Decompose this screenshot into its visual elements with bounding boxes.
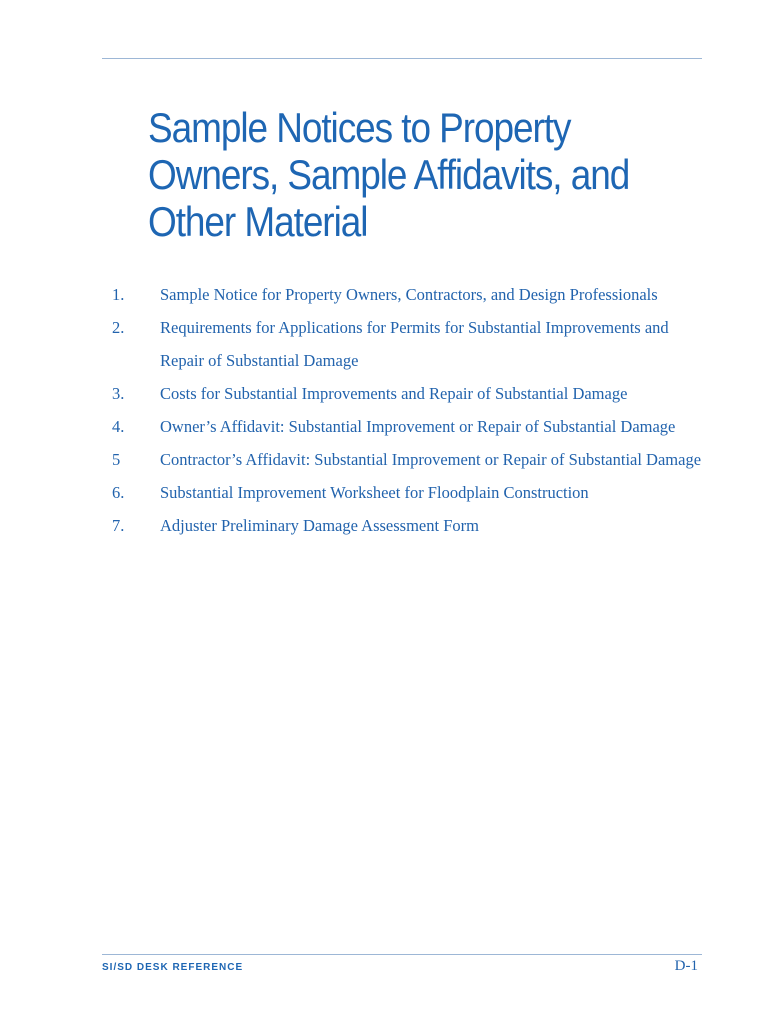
list-item [112,311,762,377]
footer-publication-name: SI/SD DESK REFERENCE [102,962,244,973]
item-text-line: Requirements for Applications for Permits for Substantial Improvements and [160,318,669,337]
item-text [160,278,658,311]
item-text [160,476,589,509]
item-text-line: Adjuster Preliminary Damage Assessment Form [160,516,479,535]
item-text [160,443,701,476]
item-text-line: Contractor’s Affidavit: Substantial Improvement or Repair of Substantial Damage [160,450,702,469]
list-item [112,509,762,542]
item-text-line: Costs for Substantial Improvements and Repair of Substantial Damage [160,384,628,403]
item-text-line: Sample Notice for Property Owners, Contractors, and Design Professionals [160,285,658,304]
item-text-line: Repair of Substantial Damage [160,351,359,370]
contents-list [112,278,762,542]
page-title-line: Owners, Sample Affidavits, and [148,151,630,198]
item-number: 4. [112,417,125,436]
item-text [160,311,669,377]
item-number: 6. [112,483,125,502]
item-number: 2. [112,318,125,337]
list-item [112,476,762,509]
item-text [160,410,675,443]
page-number: D-1 [674,958,698,974]
item-text [160,377,627,410]
list-item [112,443,762,476]
item-text-line: Substantial Improvement Worksheet for Floodplain Construction [160,483,589,502]
item-number: 3. [112,384,125,403]
page-title-line: Sample Notices to Property [148,104,571,151]
item-number: 7. [112,516,125,535]
item-number: 1. [112,285,125,304]
footer-rule [102,954,702,955]
header-rule [102,58,702,59]
list-item [112,278,762,311]
item-text [160,509,479,542]
item-text-line: Owner’s Affidavit: Substantial Improvement or Repair of Substantial Damage [160,417,676,436]
list-item [112,377,762,410]
page-title-line: Other Material [148,198,368,245]
list-item [112,410,762,443]
page-title [148,104,641,245]
item-number: 5 [112,450,121,469]
